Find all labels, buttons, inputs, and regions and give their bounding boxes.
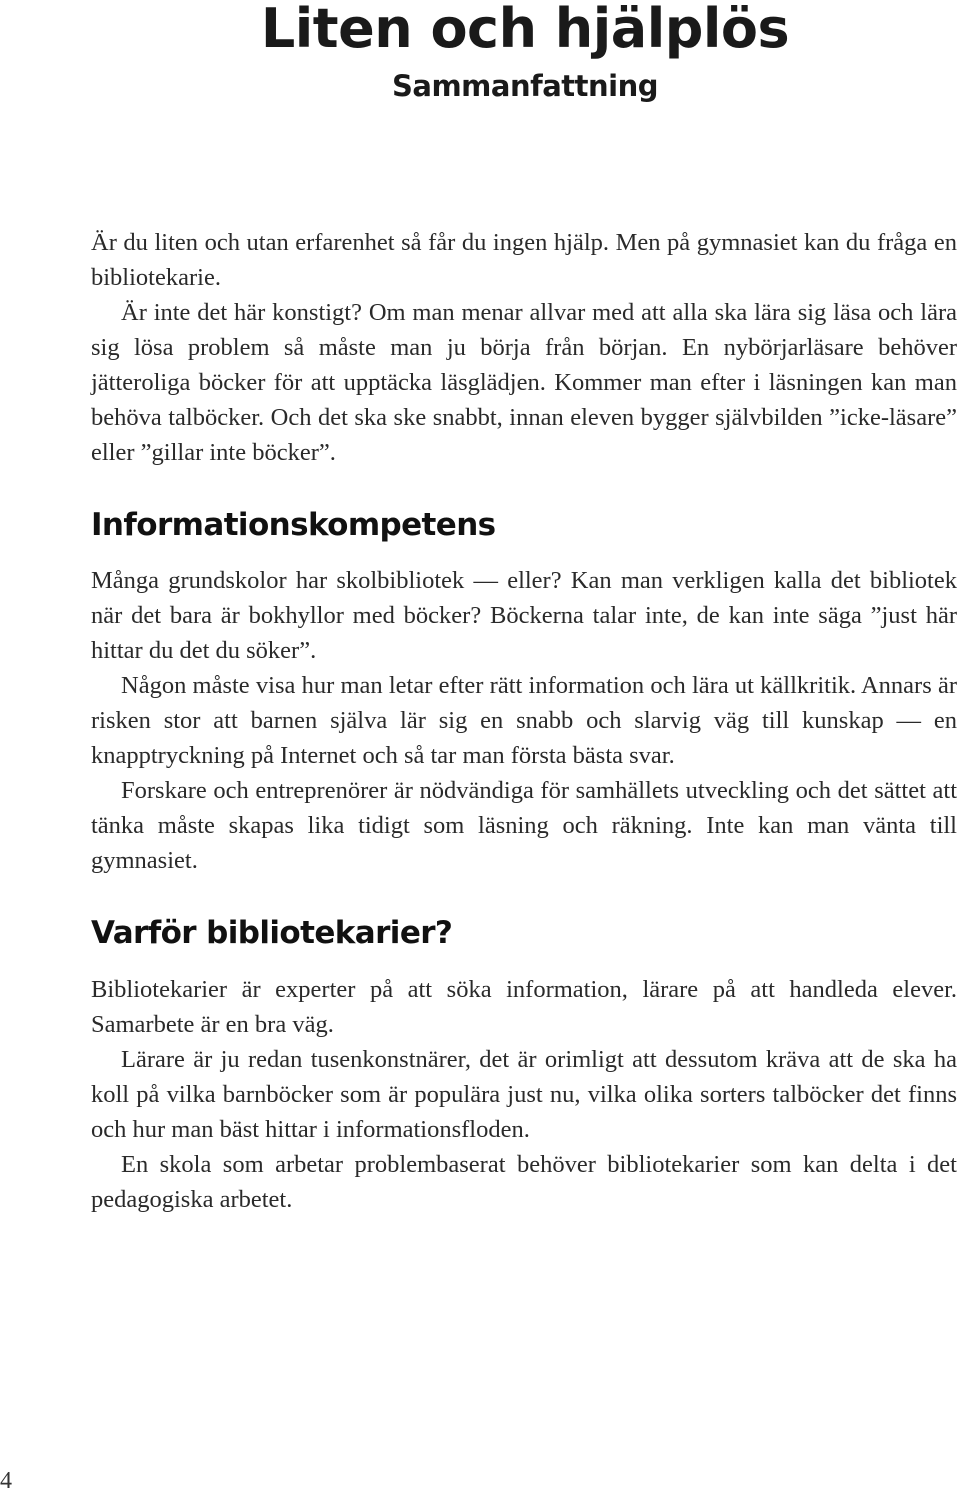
librarians-paragraph-3: En skola som arbetar problembaserat behöver bibliotekarier som kan delta i det pedagogiska arbetet. (91, 1151, 957, 1213)
page-subtitle: Sammanfattning (391, 69, 658, 103)
information-section (91, 563, 957, 878)
intro-paragraph-1: Är du liten och utan erfarenhet så får du ingen hjälp. Men på gymnasiet kan du fråga en bibliotekarie. (91, 229, 957, 291)
information-heading-wrapper (91, 505, 957, 545)
information-paragraph-2: Någon måste visa hur man letar efter rätt information och lära ut källkritik. Annars är risken stor att barnen själva lär sig en snabb och slarvig väg till kunskap — en knapptryckning på Internet och så tar man första bästa svar. (91, 672, 957, 769)
information-paragraph-3: Forskare och entreprenörer är nödvändiga för samhällets utveckling och det sättet att tänka måste skapas lika tidigt som läsning och räkning. Inte kan man vänta till gymnasiet. (91, 777, 957, 874)
librarians-section (91, 972, 957, 1217)
page-number: 4 (0, 1468, 12, 1494)
page-title: Liten och hjälplös (260, 0, 790, 60)
librarians-paragraph-1: Bibliotekarier är experter på att söka information, lärare på att handleda elever. Samarbete är en bra väg. (91, 976, 957, 1038)
intro-section (91, 225, 957, 470)
librarians-paragraph-2: Lärare är ju redan tusenkonstnärer, det är orimligt att dessutom kräva att de ska ha koll på vilka barnböcker som är populära just nu, vilka olika sorters talböcker det finns och hur man bäst hittar i informationsfloden. (91, 1046, 957, 1143)
librarians-heading-wrapper (91, 913, 957, 953)
intro-paragraph-2: Är inte det här konstigt? Om man menar allvar med att alla ska lära sig läsa och lära sig lösa problem så måste man ju börja från början. En nybörjarläsare behöver jätteroliga böcker för att upptäcka läsglädjen. Kommer man efter i läsningen kan man behöva talböcker. Och det ska ske snabbt, innan eleven bygger självbilden ”icke-läsare” eller ”gillar inte böcker”. (91, 299, 957, 466)
section-heading-librarians: Varför bibliotekarier? (91, 915, 453, 951)
section-heading-information: Informationskompetens (91, 507, 496, 543)
information-paragraph-1: Många grundskolor har skolbibliotek — eller? Kan man verkligen kalla det bibliotek när det bara är bokhyllor med böcker? Böckerna talar inte, de kan inte säga ”just här hittar du det du söker”. (91, 567, 957, 664)
